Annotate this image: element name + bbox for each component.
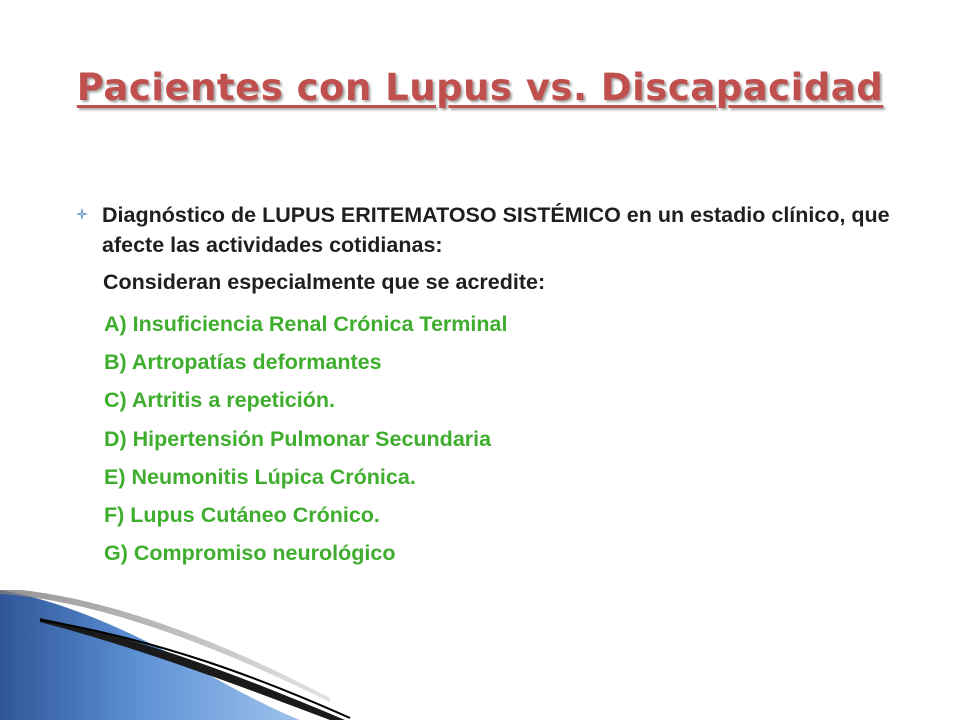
criteria-item-d: D) Hipertensión Pulmonar Secundaria	[104, 426, 492, 451]
criteria-list	[104, 305, 906, 572]
criteria-item-c: C) Artritis a repetición.	[104, 388, 335, 413]
subheading: Consideran especialmente que se acredite:	[103, 270, 546, 294]
criteria-item-e: E) Neumonitis Lúpica Crónica.	[104, 464, 416, 489]
criteria-item-b: B) Artropatías deformantes	[104, 350, 382, 375]
slide-title: Pacientes con Lupus vs. Discapacidad	[76, 66, 884, 109]
slide-content	[76, 200, 906, 572]
bullet-item	[76, 200, 906, 260]
criteria-item-g: G) Compromiso neurológico	[104, 541, 396, 566]
diamond-bullet-icon	[76, 208, 88, 220]
criteria-item-a: A) Insuficiencia Renal Crónica Terminal	[104, 312, 508, 336]
bullet-text: Diagnóstico de LUPUS ERITEMATOSO SISTÉMICO en un estadio clínico, que afecte las actividades cotidianas:	[102, 203, 890, 257]
corner-swoosh-decoration	[0, 590, 420, 720]
criteria-item-f: F) Lupus Cutáneo Crónico.	[104, 502, 380, 527]
